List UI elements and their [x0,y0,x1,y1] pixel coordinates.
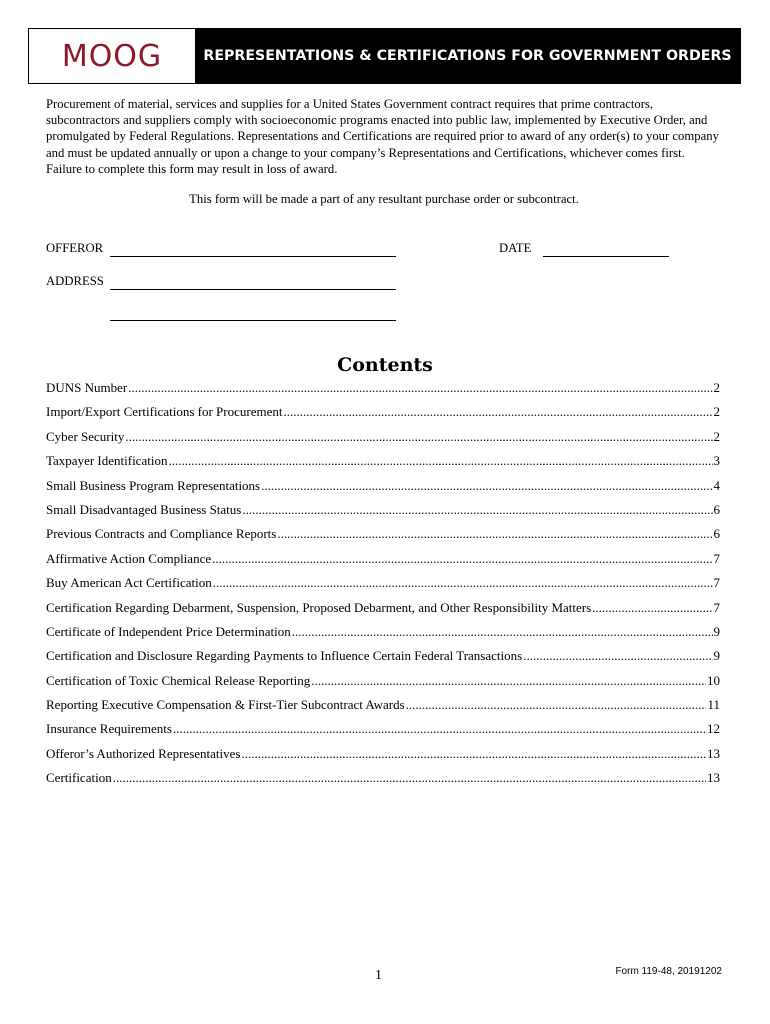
toc-entry-page: 2 [713,428,720,444]
toc-entry-label: Certification and Disclosure Regarding Payments to Influence Certain Federal Transactions [46,648,523,664]
toc-leader-dots [406,697,707,713]
toc-entry[interactable] [46,600,720,624]
date-field[interactable] [543,256,669,257]
toc-entry[interactable] [46,746,720,770]
form-number: Form 119-48, 20191202 [615,966,722,977]
toc-entry-label: Reporting Executive Compensation & First-Tier Subcontract Awards [46,697,405,713]
document-header [28,28,741,84]
toc-entry-page: 7 [713,599,720,615]
toc-entry-label: Certification [46,770,112,786]
toc-entry-label: Offeror’s Authorized Representatives [46,745,241,761]
toc-entry[interactable] [46,624,720,648]
toc-entry[interactable] [46,770,720,794]
table-of-contents [46,380,720,795]
document-title: REPRESENTATIONS & CERTIFICATIONS FOR GOVERNMENT ORDERS [195,29,740,83]
toc-entry[interactable] [46,502,720,526]
toc-entry-page: 7 [713,550,720,566]
toc-entry-page: 9 [713,623,720,639]
toc-entry[interactable] [46,453,720,477]
offeror-label: OFFEROR [46,241,104,255]
toc-entry-page: 3 [713,453,720,469]
toc-entry[interactable] [46,478,720,502]
toc-entry[interactable] [46,404,720,428]
toc-leader-dots [592,600,712,616]
toc-entry[interactable] [46,575,720,599]
toc-entry-page: 13 [707,770,720,786]
toc-entry-label: Small Disadvantaged Business Status [46,501,242,517]
toc-leader-dots [523,648,712,664]
toc-leader-dots [283,404,712,420]
toc-leader-dots [173,721,706,737]
address-field-line-2[interactable] [110,320,396,321]
toc-leader-dots [292,624,713,640]
toc-entry[interactable] [46,721,720,745]
toc-entry-label: Previous Contracts and Compliance Reports [46,526,277,542]
toc-entry-page: 13 [707,745,720,761]
toc-entry-label: Certification of Toxic Chemical Release Reporting [46,672,311,688]
logo-text: MOOG [61,40,163,72]
toc-entry-label: Import/Export Certifications for Procurement [46,404,283,420]
toc-leader-dots [242,502,712,518]
toc-entry-page: 12 [707,721,720,737]
toc-entry[interactable] [46,697,720,721]
note-paragraph: This form will be made a part of any resultant purchase order or subcontract. [189,192,579,206]
moog-logo-mark [37,40,187,72]
toc-entry-label: Taxpayer Identification [46,453,168,469]
toc-entry-page: 6 [713,501,720,517]
toc-entry-label: Small Business Program Representations [46,477,261,493]
toc-entry-label: Certificate of Independent Price Determination [46,623,291,639]
toc-entry-label: Buy American Act Certification [46,575,212,591]
contents-title: Contents [337,354,433,376]
toc-entry-page: 2 [713,404,720,420]
page-number: 1 [375,968,382,983]
toc-entry-page: 11 [707,697,720,713]
toc-leader-dots [113,770,706,786]
toc-leader-dots [128,380,712,396]
toc-leader-dots [241,746,706,762]
toc-leader-dots [213,575,713,591]
toc-entry-page: 10 [707,672,720,688]
toc-leader-dots [125,429,712,445]
toc-entry[interactable] [46,380,720,404]
toc-entry[interactable] [46,429,720,453]
toc-entry-page: 4 [713,477,720,493]
toc-entry-page: 2 [713,380,720,395]
toc-entry-label: Affirmative Action Compliance [46,550,212,566]
date-label: DATE [499,241,532,255]
toc-entry[interactable] [46,673,720,697]
toc-entry-page: 9 [713,648,720,664]
moog-logo [29,29,195,83]
toc-leader-dots [311,673,706,689]
toc-leader-dots [261,478,712,494]
toc-entry-page: 6 [713,526,720,542]
toc-leader-dots [277,526,712,542]
toc-entry-label: Certification Regarding Debarment, Suspension, Proposed Debarment, and Other Responsibility Matters [46,599,592,615]
toc-entry[interactable] [46,551,720,575]
toc-entry[interactable] [46,648,720,672]
toc-leader-dots [212,551,712,567]
address-field-line-1[interactable] [110,289,396,290]
intro-paragraph: Procurement of material, services and supplies for a United States Government contract requires that prime contractors, subcontractors and suppliers comply with socioeconomic programs enacted into public law, implemented by Executive Order, and promulgated by Federal Regulations. Representations and Certifications are required prior to award of any order(s) to your company and must be updated annually or upon a change to your company’s Representations and Certifications, whichever comes first. Failure to complete this form may result in loss of award. [46,97,719,176]
toc-leader-dots [168,453,712,469]
toc-entry-label: Insurance Requirements [46,721,172,737]
address-label: ADDRESS [46,274,104,288]
toc-entry[interactable] [46,526,720,550]
offeror-field[interactable] [110,256,396,257]
toc-entry-page: 7 [713,575,720,591]
toc-entry-label: Cyber Security [46,428,125,444]
toc-entry-label: DUNS Number [46,380,128,395]
